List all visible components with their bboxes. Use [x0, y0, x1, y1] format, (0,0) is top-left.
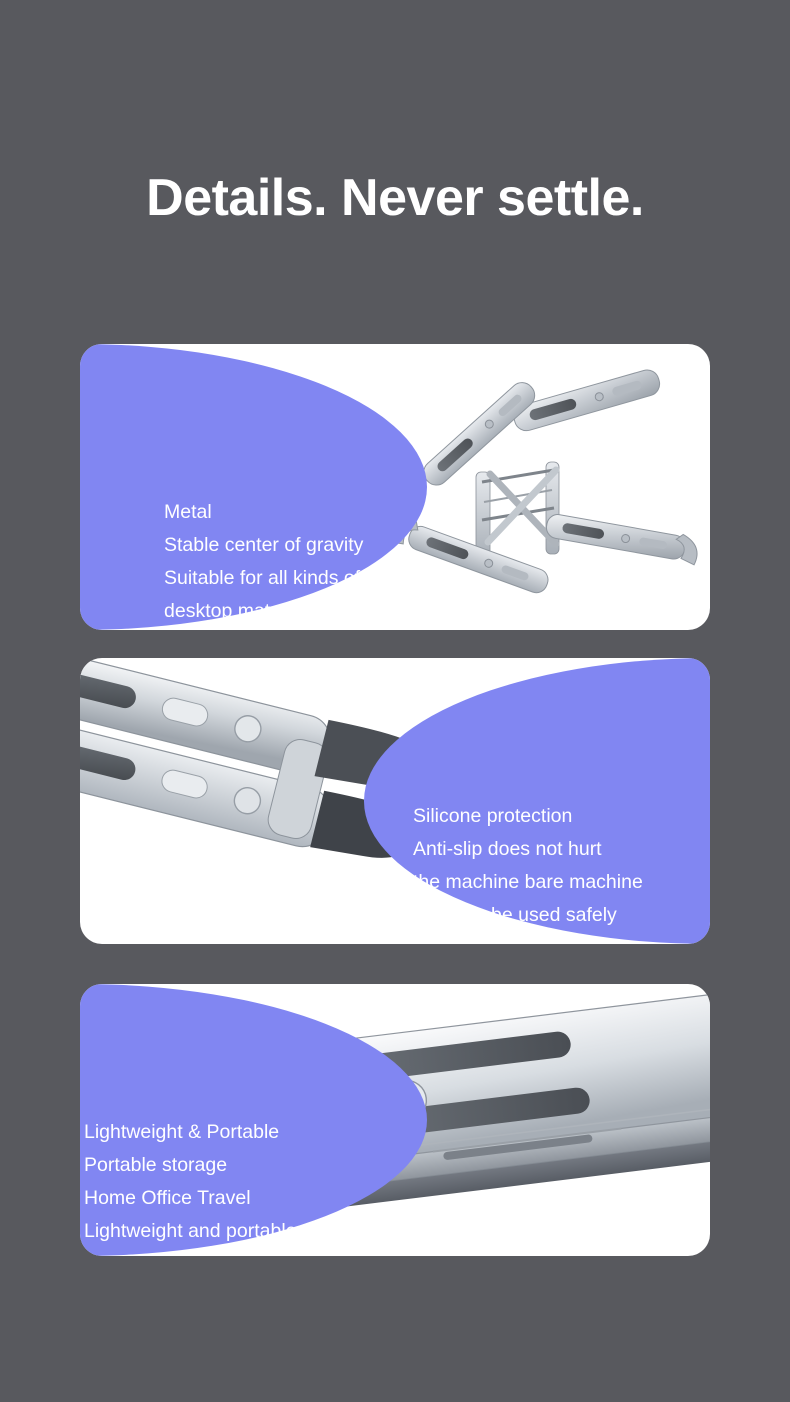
card-caption: [164, 496, 363, 628]
caption-line: Anti-slip does not hurt: [413, 838, 602, 860]
feature-card-metal: [80, 344, 710, 630]
caption-line: Stable center of gravity: [164, 534, 364, 556]
page-title: Details. Never settle.: [146, 169, 644, 227]
feature-card-silicone: [80, 658, 710, 944]
caption-line: Portable storage: [84, 1154, 228, 1176]
card-caption: [84, 1116, 297, 1248]
caption-line: can also be used safely: [413, 904, 617, 926]
caption-line: desktop materials: [164, 600, 317, 622]
feature-card-portable: [80, 984, 710, 1256]
card-caption: [413, 800, 643, 932]
caption-line: Suitable for all kinds of: [164, 567, 361, 589]
caption-line: Metal: [164, 501, 212, 523]
caption-line: Lightweight and portable: [84, 1220, 297, 1242]
caption-line: the machine bare machine: [413, 871, 643, 893]
caption-line: Home Office Travel: [84, 1187, 251, 1209]
caption-line: Lightweight & Portable: [84, 1121, 280, 1143]
caption-line: Silicone protection: [413, 805, 573, 827]
